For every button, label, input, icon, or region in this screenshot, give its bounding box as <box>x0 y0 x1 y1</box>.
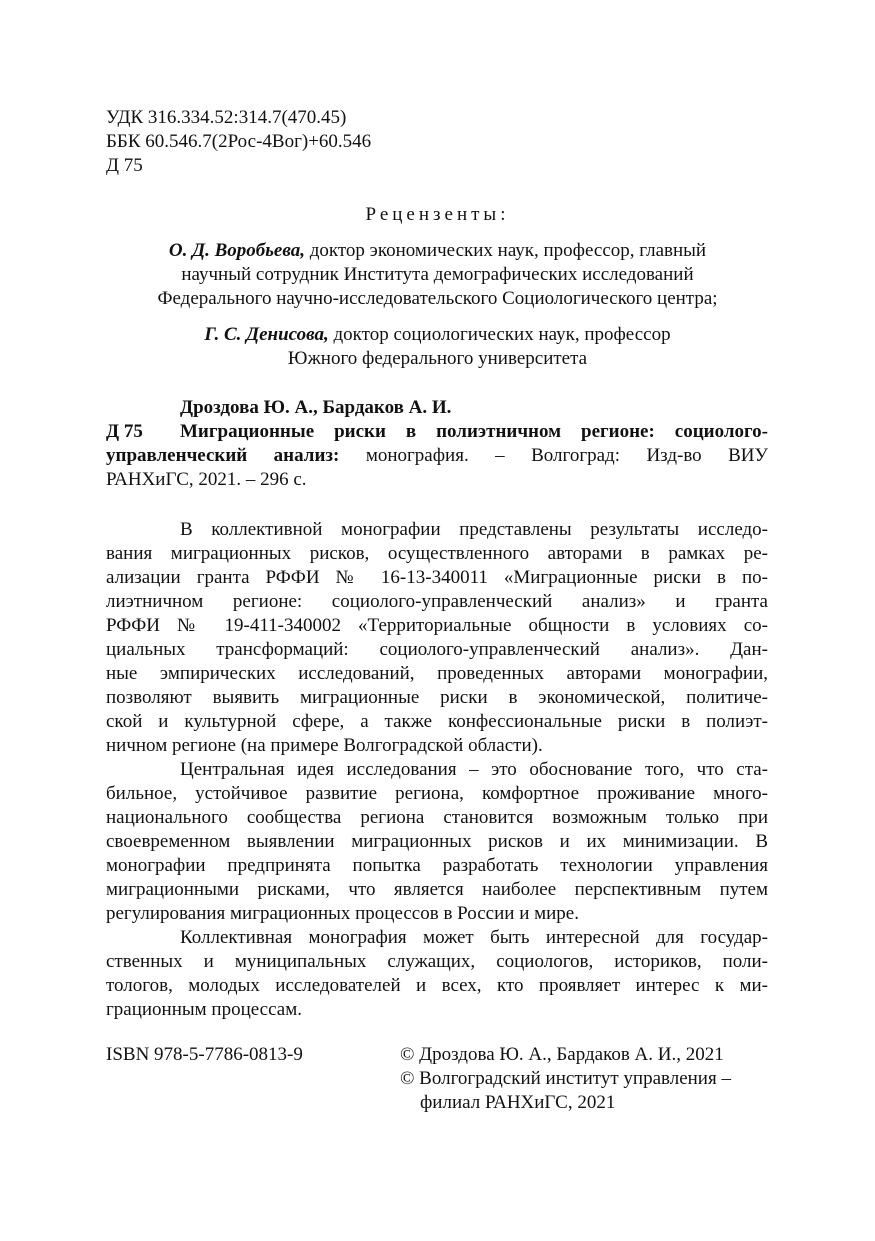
abstract-p2-line: бильное, устойчивое развитие региона, комфортное проживание много- <box>106 783 768 804</box>
abstract-p3-line: Коллективная монография может быть интересной для государ- <box>180 927 768 948</box>
reviewer-1-line-1 <box>0 239 875 263</box>
abstract-p3-line: тологов, молодых исследователей и всех, кто проявляет интерес к ми- <box>106 975 768 996</box>
reviewer-1-name: О. Д. Воробьева, <box>168 240 305 261</box>
abstract-p1-line: позволяют выявить миграционные риски в экономической, политиче- <box>106 687 768 708</box>
bib-title-part-1: Миграционные риски в полиэтничном регионе: социолого- <box>180 421 768 442</box>
reviewers-title: Рецензенты: <box>365 204 510 225</box>
abstract-p2-line: своевременном выявлении миграционных рисков и их минимизации. В <box>106 831 768 852</box>
bib-title-part-2: управленческий анализ: <box>106 445 340 466</box>
reviewer-1-title: доктор экономических наук, профессор, главный <box>304 240 707 261</box>
abstract-p1-line: ализации гранта РФФИ № 16-13-340011 «Миграционные риски в по- <box>106 567 768 588</box>
abstract-p1-line: циальных трансформаций: социолого-управленческий анализ». Дан- <box>106 639 768 660</box>
copyright-authors: © Дроздова Ю. А., Бардаков А. И., 2021 <box>400 1044 724 1065</box>
abstract-p1-line: РФФИ № 19-411-340002 «Территориальные общности в условиях со- <box>106 615 768 636</box>
abstract-p2-line: миграционными рисками, что является наиболее перспективным путем <box>106 879 768 900</box>
abstract-p1-line: ничном регионе (на примере Волгоградской области). <box>106 735 543 756</box>
reviewer-1-line-3: Федерального научно-исследовательского Социологического центра; <box>157 288 718 309</box>
abstract-p1-line: В коллективной монографии представлены результаты исследо- <box>180 519 768 540</box>
bib-line-2 <box>106 444 768 468</box>
copyright-institute: © Волгоградский институт управления – <box>400 1068 731 1089</box>
abstract-p2-line: регулирования миграционных процессов в России и мире. <box>106 903 579 924</box>
abstract-p1-line: лиэтничном регионе: социолого-управленческий анализ» и гранта <box>106 591 768 612</box>
abstract-p2-line: Центральная идея исследования – это обоснование того, что ста- <box>180 759 768 780</box>
bib-authors: Дроздова Ю. А., Бардаков А. И. <box>180 397 452 418</box>
reviewer-2-name: Г. С. Денисова, <box>204 324 329 345</box>
abstract-p2-line: национального сообщества региона становится возможным только при <box>106 807 768 828</box>
reviewer-2-line-2: Южного федерального университета <box>287 348 588 369</box>
udk-code: УДК 316.334.52:314.7(470.45) <box>106 107 347 128</box>
reviewer-2-title: доктор социологических наук, профессор <box>328 324 671 345</box>
author-sign-code: Д 75 <box>106 155 143 176</box>
bib-line-3: РАНХиГС, 2021. – 296 с. <box>106 469 307 490</box>
bbk-code: ББК 60.546.7(2Рос-4Вог)+60.546 <box>106 131 372 152</box>
reviewer-1-line-2: научный сотрудник Института демографических исследований <box>181 264 694 285</box>
reviewer-2-line-1 <box>0 323 875 347</box>
isbn: ISBN 978-5-7786-0813-9 <box>106 1044 303 1065</box>
bib-code: Д 75 <box>106 421 143 442</box>
copyright-institute-cont: филиал РАНХиГС, 2021 <box>420 1092 616 1113</box>
abstract-p1-line: ные эмпирических исследований, проведенных авторами монографии, <box>106 663 768 684</box>
abstract-p2-line: монографии предпринята попытка разработать технологии управления <box>106 855 768 876</box>
bib-publisher: монография. – Волгоград: Изд-во ВИУ <box>339 445 768 466</box>
abstract-p3-line: ственных и муниципальных служащих, социологов, историков, поли- <box>106 951 768 972</box>
abstract-p1-line: ской и культурной сфере, а также конфессиональные риски в полиэт- <box>106 711 768 732</box>
abstract-p3-line: грационным процессам. <box>106 999 302 1020</box>
abstract-p1-line: вания миграционных рисков, осуществленного авторами в рамках ре- <box>106 543 768 564</box>
